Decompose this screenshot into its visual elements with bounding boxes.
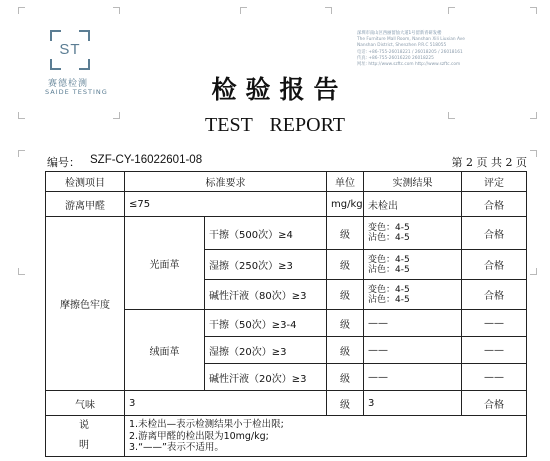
rating-cell: —— [462,337,527,364]
condition-cell: 干擦（50次）≥3-4 [205,310,327,337]
requirement-cell: 3 [125,391,327,416]
rating-cell: 合格 [462,391,527,416]
result-line: 沾色：4-5 [368,233,410,243]
condition-cell: 碱性汗液（20次）≥3 [205,364,327,391]
address-line: The Furniture Mall Room, Nanshan Xili Liuxian Ave [357,37,465,43]
logo-company-name-en: SAIDE TESTING [45,88,108,96]
condition-cell: 湿擦（250次）≥3 [205,250,327,280]
company-address [357,31,465,68]
crop-mark [530,268,537,275]
notes-content [125,416,527,457]
note-line: 2.游离甲醛的检出限为10mg/kg; [129,430,269,442]
unit-cell: 级 [327,280,364,310]
address-line: 深圳市南山区西丽留仙大道1号留新青研发楼 [357,31,442,36]
unit-cell: 级 [327,217,364,250]
header-result: 实测结果 [364,172,462,192]
report-number-label: 编号： [47,156,80,169]
logo-company-name: 赛德检测 [48,79,89,89]
table-header-row [46,172,527,192]
result-cell: —— [364,337,462,364]
note-line: 1.未检出—表示检测结果小于检出限; [129,419,284,431]
result-line: 变色：4-5 [368,223,410,233]
notes-label-top: 说 [79,420,91,431]
result-cell: —— [364,310,462,337]
address-line: 传真: +86-755-26016220 26018225 [357,55,434,61]
header-unit: 单位 [327,172,364,192]
report-title-cn: 检验报告 [211,75,348,104]
header-rating: 评定 [462,172,527,192]
result-line: 沾色：4-5 [368,264,410,275]
page-indicator: 第 2 页 共 2 页 [451,156,527,169]
table-row [46,192,527,217]
result-line: 变色：4-5 [368,254,410,265]
note-line: 3.“——”表示不适用。 [129,442,224,454]
result-cell: —— [364,364,462,391]
rating-cell: 合格 [462,217,527,250]
result-cell: 未检出 [364,192,462,217]
item-cell: 气味 [46,391,125,416]
result-cell [364,250,462,280]
result-cell: 3 [364,391,462,416]
report-table [45,171,527,457]
address-line: 网址: http://www.szftc.com http://www.szftc.com [357,62,461,68]
header-item: 检测项目 [46,172,125,192]
rating-cell: 合格 [462,250,527,280]
rating-cell: 合格 [462,280,527,310]
unit-cell: mg/kg [327,192,364,217]
crop-mark [325,7,332,14]
crop-mark [530,7,537,14]
rating-cell: —— [462,364,527,391]
crop-mark [530,150,537,157]
report-title-en: TEST REPORT [205,114,345,136]
notes-label-bottom: 明 [79,440,91,451]
unit-cell: 级 [327,310,364,337]
crop-mark [240,7,247,14]
address-line: 电话: +86-755-26018221 / 26018205 / 26018161 [357,49,463,55]
leather-type-cell: 光面革 [125,217,205,310]
unit-cell: 级 [327,337,364,364]
result-cell [364,217,462,250]
company-logo [50,30,90,70]
rating-cell: 合格 [462,192,527,217]
table-row [46,391,527,416]
report-number: SZF-CY-16022601-08 [90,154,203,166]
rating-cell: —— [462,310,527,337]
logo-mark: ST [59,41,81,58]
leather-type-cell: 绒面革 [125,310,205,391]
notes-row [46,416,527,457]
unit-cell: 级 [327,364,364,391]
crop-mark [18,150,25,157]
crop-mark [18,7,25,14]
result-line: 变色：4-5 [368,284,410,295]
item-cell: 游离甲醛 [46,192,125,217]
crop-mark [113,7,120,14]
unit-cell: 级 [327,250,364,280]
result-cell [364,280,462,310]
result-line: 沾色：4-5 [368,294,410,305]
condition-cell: 碱性汗液（80次）≥3 [205,280,327,310]
header-requirement: 标准要求 [125,172,327,192]
requirement-cell: ≤75 [125,192,327,217]
unit-cell: 级 [327,391,364,416]
notes-label [46,416,125,457]
address-line: Nanshan District, Shenzhen P.R.C 518055 [357,43,447,49]
crop-mark [18,268,25,275]
crop-mark [448,7,455,14]
table-row [46,217,527,250]
condition-cell: 干擦（500次）≥4 [205,217,327,250]
item-cell: 摩擦色牢度 [46,217,125,391]
condition-cell: 湿擦（20次）≥3 [205,337,327,364]
